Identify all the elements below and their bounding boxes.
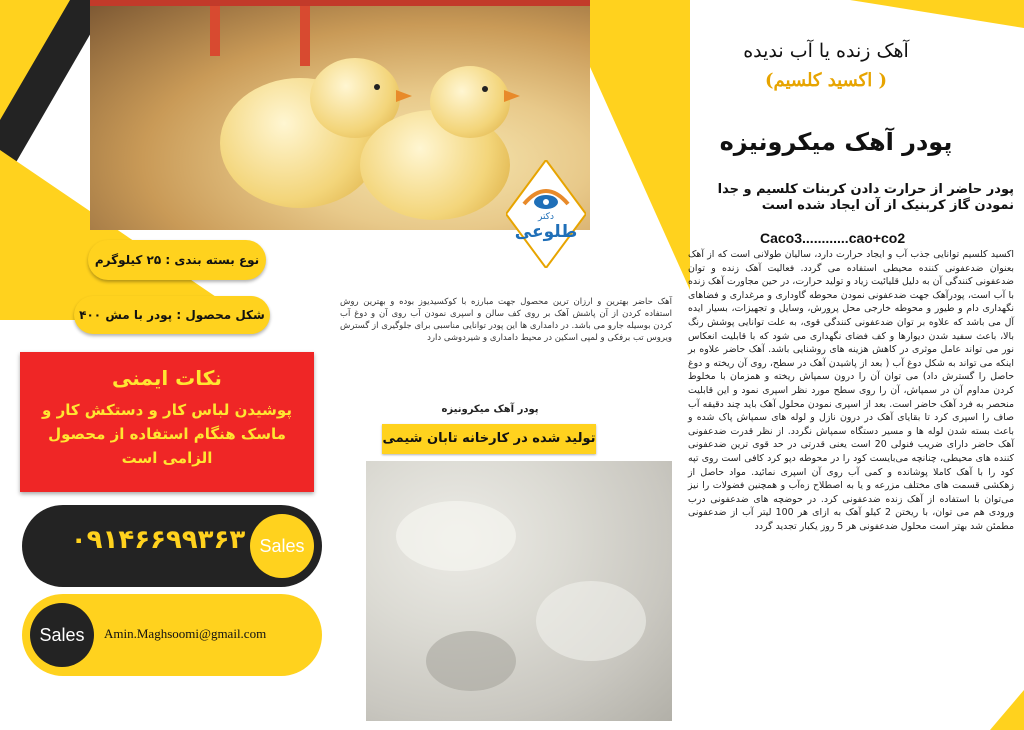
powder-shadow — [426, 631, 516, 691]
main-heading: پودر آهک میکرونیزه — [719, 128, 953, 156]
logo — [506, 160, 586, 268]
powder-clump — [536, 581, 646, 661]
safety-title: نکات ایمنی — [112, 366, 222, 390]
email-address[interactable]: Amin.Maghsoomi@gmail.com — [104, 626, 267, 641]
chemical-formula: Caco3............cao+co2 — [760, 230, 906, 246]
drinker-nipple — [210, 6, 220, 56]
logo-top-text: دکتر — [538, 212, 554, 222]
powder-caption: پودر آهک میکرونیزه — [441, 404, 539, 415]
lime-powder-photo — [366, 461, 672, 721]
feeder-line — [90, 0, 590, 6]
yellow-triangle-bottom-right — [990, 690, 1024, 730]
middle-paragraph: آهک حاضر بهترین و ارزان ترین محصول جهت مبارزه با کوکسیدیوز بوده و بهترین روش استفاده کردن از آن پاشش آهک بر روی کف سالن و اسپری نمودن آب روی آن و دوغ آب کردن بوسیله جارو می باشد. در دامداری ها این پودر توانایی مناسبی برای جلوگیری از گسترش ویروس تب برفکی و لمپی اسکین در محیط دامداری و شیردوشی دارد — [340, 297, 672, 343]
chick-right-eye — [482, 86, 488, 92]
safety-body: پوشیدن لباس کار و دستکش کار و ماسک هنگام استفاده از محصول الزامی است — [42, 401, 292, 467]
chick-left-beak — [396, 90, 412, 102]
sales-badge-phone: Sales — [250, 514, 314, 578]
sales-badge-email: Sales — [30, 603, 94, 667]
chick-left-eye — [374, 84, 380, 90]
title-line-1: آهک زنده یا آب ندیده — [743, 40, 909, 62]
phone-banner — [22, 505, 322, 587]
yellow-triangle-top-left — [0, 0, 70, 120]
chick-right-beak — [504, 90, 520, 102]
product-shape-badge: شکل محصول : پودر با مش ۴۰۰ — [74, 296, 270, 334]
logo-main-text: طلوعی — [514, 222, 578, 242]
drinker-nipple — [300, 6, 310, 66]
powder-clump — [396, 501, 516, 571]
title-line-2: ( اکسید کلسیم) — [764, 70, 888, 91]
chick-right-head — [430, 66, 510, 138]
safety-notes-box — [20, 352, 314, 492]
producer-label: تولید شده در کارخانه تابان شیمی — [382, 424, 596, 454]
yellow-triangle-top-right — [850, 0, 1024, 28]
phone-number[interactable]: ۰۹۱۴۶۶۹۹۳۶۳ — [70, 525, 246, 555]
subheading: پودر حاضر از حرارت دادن کربنات کلسیم و جدا نمودن گاز کربنیک از آن ایجاد شده است — [717, 182, 1014, 213]
packaging-badge: نوع بسته بندی : ۲۵ کیلوگرم — [88, 240, 266, 280]
email-banner — [22, 594, 322, 676]
body-text: اکسید کلسیم توانایی جذب آب و ایجاد حرارت دارد، سالیان طولانی است که از آهک بعنوان ضدعفونی کننده محیطی استفاده می گردد. فعالیت آهک زنده و توان ضدعفونی کنندگی آن به دلیل قلیائیت زیاد و تولید حرارت، در حین مجاورت آهک زنده با آب است، پودرآهک جهت ضدعفونی نمودن محوطه گاوداری و مرغداری و فضاهای نگهداری دام و طیور و محوطه خارجی محل پرورش، وسایل و تجهیزات، بسیار ایده آل می باشد که علاوه بر توان ضدعفونی کنندگی قوی، به علت توانایی پوشش رنگ بالا، باعث سفید شدن دیوارها و کف فضای نگهداری می شود که با قابلیت انعکاس نور می تواند عامل موثری در کاهش هزینه های روشنایی باشد. آهک حاضر علاوه بر اینکه می تواند به شکل دوغ آب ( بعد از پاشیدن آهک در سطح، روی آن ریخته و دوغ حاصل را گسترش داد) می توان آن را درون سمپاش ریخته و همزمان با مخلوط کردن مداوم آن در سمپاش، آن را روی سطح مورد نظر اسپری نمود و این قابلیت منحصر به فرد آهک حاضر است. بعد از اسپری نمودن محلول آهک باید چند دقیقه آب صاف را اسپری کرد تا بقایای آهک در درون نازل و لوله های سمپاش پاک شده و باعث بسته شدن لوله ها و مسیر دستگاه سمپاش نگردد. از نظر قدرت ضدعفونی آهک حاضر دارای ضریب فنولی 20 است یعنی قدرتی در حد قوی ترین ضدعفونی کننده های محیطی، چنانچه می‌بایست کود را در محوطه دپو کرد کافی است روی تپه کود را با آهک کاملا پوشانده و کمی آب روی آن اسپری نمائید. مواد حاصل از زهکشی قسمت های مختلف مزرعه و یا به اصطلاح زه‌آب و همچنین فضولات را نیز می‌توان با استفاده از آهک زنده ضدعفونی کرد. در حوضچه های ضدعفونی درب ورودی هم می توان، با ریختن 2 کیلو آهک به ازای هر 100 لیتر آب از ضدعفونی مطمئن شد بهتر است محلول ضدعفونی هر 5 روز یکبار تجدید گردد — [688, 249, 1014, 532]
